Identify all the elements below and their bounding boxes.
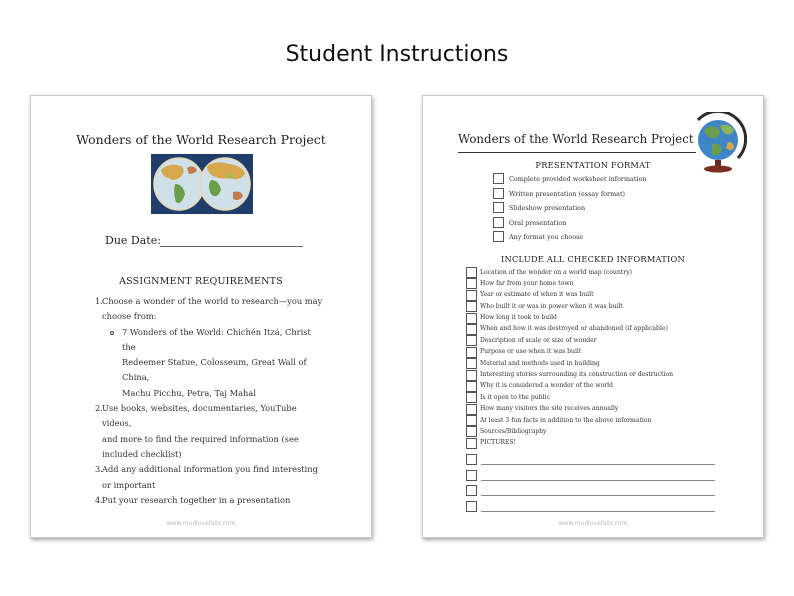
info-item-label: Material and methods used in building bbox=[480, 359, 600, 367]
info-item-label: Year or estimate of when it was built bbox=[480, 291, 594, 299]
checkbox[interactable] bbox=[466, 426, 477, 437]
checkbox[interactable] bbox=[466, 485, 477, 496]
requirement-item bbox=[95, 493, 325, 508]
requirement-text: Add any additional information you find interesting bbox=[102, 464, 318, 475]
checkbox[interactable] bbox=[466, 324, 477, 335]
requirement-text: Choose a wonder of the world to research—you may bbox=[102, 296, 323, 306]
requirement-number: 2. bbox=[95, 403, 103, 414]
checkbox[interactable] bbox=[466, 370, 477, 381]
info-item-label: Interesting stories surrounding its construction or destruction bbox=[480, 371, 674, 379]
requirement-number: 1. bbox=[95, 296, 103, 306]
checkbox[interactable] bbox=[466, 438, 477, 449]
checkbox[interactable] bbox=[466, 347, 477, 358]
sub-bullet-text: Redeemer Statue, Colosseum, Great Wall of China, bbox=[122, 357, 307, 383]
requirement-text: choose from: bbox=[102, 311, 157, 322]
requirement-text: Put your research together in a presentation bbox=[102, 494, 291, 505]
checkbox[interactable] bbox=[493, 217, 504, 228]
footer-url: www.mudlovelists.com bbox=[558, 520, 628, 527]
checkbox[interactable] bbox=[493, 202, 504, 213]
format-option-label: Written presentation (essay format) bbox=[509, 189, 626, 198]
info-item-label: When and how it was destroyed or abandoned (if applicable) bbox=[480, 325, 668, 333]
format-option-label: Slideshow presentation bbox=[509, 204, 586, 213]
bullet-icon bbox=[110, 331, 114, 335]
checkbox[interactable] bbox=[466, 335, 477, 346]
requirement-text: and more to find the required information (see bbox=[102, 433, 299, 444]
requirement-number: 4. bbox=[95, 494, 103, 505]
info-item-label: How long it took to build bbox=[480, 314, 557, 322]
footer-url: www.mudlovelists.com bbox=[166, 520, 236, 527]
write-in-line[interactable] bbox=[481, 480, 715, 481]
checkbox[interactable] bbox=[466, 404, 477, 415]
due-date-label: Due Date: bbox=[105, 234, 161, 247]
format-option-label: Oral presentation bbox=[509, 218, 567, 227]
requirement-text: Use books, websites, documentaries, YouTube videos, bbox=[102, 403, 297, 429]
requirement-text: or important bbox=[102, 479, 156, 490]
info-item-label: At least 3 fun facts in addition to the above information bbox=[480, 416, 652, 424]
info-item-label: Purpose or use when it was built bbox=[480, 348, 582, 356]
checkbox[interactable] bbox=[466, 267, 477, 278]
checkbox[interactable] bbox=[466, 392, 477, 403]
format-heading: PRESENTATION FORMAT bbox=[535, 160, 651, 170]
world-map-image bbox=[151, 154, 253, 214]
info-item-label: Sources/Bibliography bbox=[480, 427, 547, 435]
checkbox[interactable] bbox=[466, 381, 477, 392]
info-item-label: Description of scale or size of wonder bbox=[480, 336, 597, 344]
info-item-label: How many visitors the site receives annually bbox=[480, 405, 619, 413]
info-item-label: Who built it or was in power when it was built bbox=[480, 302, 623, 310]
write-in-line[interactable] bbox=[481, 495, 715, 496]
write-in-line[interactable] bbox=[481, 511, 715, 512]
info-item-label: How far from your home town bbox=[480, 279, 574, 287]
sub-bullet-text: 7 Wonders of the World: Chichén Itzá, Christ the bbox=[122, 326, 311, 352]
checkbox[interactable] bbox=[466, 290, 477, 301]
checkbox[interactable] bbox=[466, 358, 477, 369]
world-map-icon bbox=[151, 154, 253, 214]
requirement-item bbox=[95, 294, 325, 325]
checkbox[interactable] bbox=[493, 231, 504, 242]
write-in-line[interactable] bbox=[481, 464, 715, 465]
checklist-page bbox=[422, 95, 764, 538]
due-date-field[interactable] bbox=[160, 246, 303, 247]
sub-bullet-text: Machu Picchu, Petra, Taj Mahal bbox=[122, 387, 256, 398]
checkbox[interactable] bbox=[466, 470, 477, 481]
checkbox[interactable] bbox=[466, 313, 477, 324]
requirements-heading: ASSIGNMENT REQUIREMENTS bbox=[119, 276, 283, 287]
requirement-text: included checklist) bbox=[102, 448, 182, 459]
assignment-page bbox=[30, 95, 372, 538]
requirement-item bbox=[95, 462, 325, 493]
info-item-label: PICTURES! bbox=[480, 439, 517, 447]
info-item-label: Why it is considered a wonder of the world bbox=[480, 382, 614, 390]
checkbox[interactable] bbox=[466, 301, 477, 312]
sub-bullet-item bbox=[102, 325, 325, 401]
requirement-item bbox=[95, 401, 325, 462]
checkbox[interactable] bbox=[493, 173, 504, 184]
page-heading: Student Instructions bbox=[285, 42, 509, 67]
format-option-label: Complete provided worksheet information bbox=[509, 175, 647, 183]
info-heading: INCLUDE ALL CHECKED INFORMATION bbox=[501, 254, 685, 264]
info-item-label: Is it open to the public bbox=[480, 393, 550, 401]
checklist-title: Wonders of the World Research Project bbox=[458, 132, 694, 146]
assignment-title: Wonders of the World Research Project bbox=[76, 132, 326, 147]
title-divider bbox=[458, 152, 696, 153]
checkbox[interactable] bbox=[466, 415, 477, 426]
requirements-list bbox=[95, 294, 325, 508]
checkbox[interactable] bbox=[466, 278, 477, 289]
requirement-number: 3. bbox=[95, 464, 103, 475]
format-option-label: Any format you choose bbox=[509, 233, 584, 242]
checkbox[interactable] bbox=[466, 454, 477, 465]
checkbox[interactable] bbox=[466, 501, 477, 512]
checkbox[interactable] bbox=[493, 188, 504, 199]
info-item-label: Location of the wonder on a world map (country) bbox=[480, 268, 633, 276]
